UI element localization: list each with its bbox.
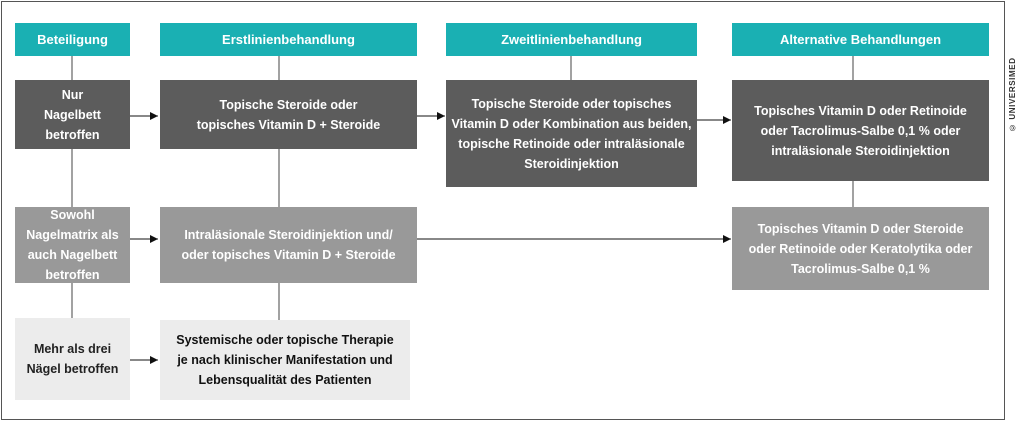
copyright-credit: © UNIVERSIMED bbox=[1008, 57, 1017, 132]
header-zweitlinienbehandlung: Zweitlinienbehandlung bbox=[446, 23, 697, 56]
header-erstlinienbehandlung: Erstlinienbehandlung bbox=[160, 23, 417, 56]
row1-first-line: Topische Steroide oder topisches Vitamin D + Steroide bbox=[160, 80, 417, 149]
row2-involvement: Sowohl Nagelmatrix als auch Nagelbett betroffen bbox=[15, 207, 130, 283]
row1-alternative: Topisches Vitamin D oder Retinoide oder Tacrolimus-Salbe 0,1 % oder intraläsionale Steroidinjektion bbox=[732, 80, 989, 181]
row3-first-line: Systemische oder topische Therapie je nach klinischer Manifestation und Lebensqualität des Patienten bbox=[160, 320, 410, 400]
row2-first-line: Intraläsionale Steroidinjektion und/ oder topisches Vitamin D + Steroide bbox=[160, 207, 417, 283]
row3-involvement: Mehr als drei Nägel betroffen bbox=[15, 318, 130, 400]
row2-alternative: Topisches Vitamin D oder Steroide oder Retinoide oder Keratolytika oder Tacrolimus-Salbe 0,1 % bbox=[732, 207, 989, 290]
row1-involvement: Nur Nagelbett betroffen bbox=[15, 80, 130, 149]
header-beteiligung: Beteiligung bbox=[15, 23, 130, 56]
header-alternative-behandlungen: Alternative Behandlungen bbox=[732, 23, 989, 56]
row1-second-line: Topische Steroide oder topisches Vitamin D oder Kombination aus beiden, topische Retinoide oder intraläsionale Steroidinjektion bbox=[446, 80, 697, 187]
